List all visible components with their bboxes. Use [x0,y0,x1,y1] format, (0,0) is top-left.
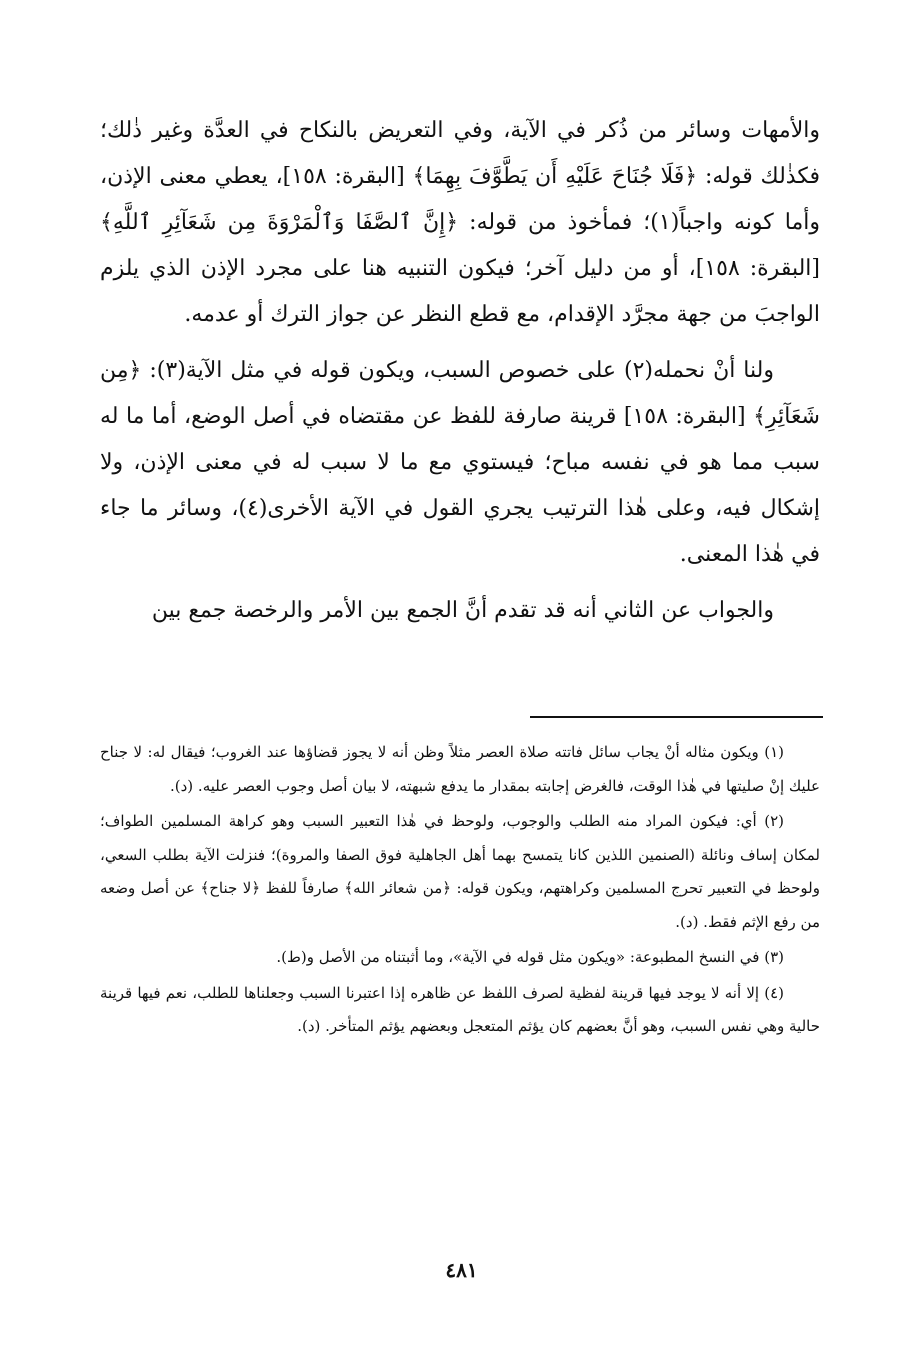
page-number: ٤٨١ [445,1258,478,1282]
paragraph-1: والأمهات وسائر من ذُكر في الآية، وفي التعريض بالنكاح في العدَّة وغير ذٰلك؛ فكذٰلك قوله: ﴿فَلَا جُنَاحَ عَلَيْهِ أَن يَطَّوَّفَ بِهِمَا﴾ [البقرة: ١٥٨]، يعطي معنى الإذن، وأما كونه واجباً(١)؛ فمأخوذ من قوله: ﴿إِنَّ ٱلصَّفَا وَٱلْمَرْوَةَ مِن شَعَآئِرِ ٱللَّهِ﴾ [البقرة: ١٥٨]، أو من دليل آخر؛ فيكون التنبيه هنا على مجرد الإذن الذي يلزم الواجبَ من جهة مجرَّد الإقدام، مع قطع النظر عن جواز الترك أو عدمه. [100,118,821,327]
main-text [100,108,820,634]
footnote-3: (٣) في النسخ المطبوعة: «ويكون مثل قوله في الآية»، وما أثبتناه من الأصل و(ط). [276,948,784,966]
paragraph-3: والجواب عن الثاني أنه قد تقدم أنَّ الجمع بين الأمر والرخصة جمع بين [151,598,774,623]
footnote-2: (٢) أي: فيكون المراد منه الطلب والوجوب، ولوحظ في هٰذا التعبير السبب وهو كراهة المسلمين الطواف؛ لمكان إساف ونائلة (الصنمين اللذين كانا يتمسح بهما أهل الجاهلية فوق الصفا والمروة)؛ فنزلت الآية بطلب السعي، ولوحظ في التعبير تحرج المسلمين وكراهتهم، ويكون قوله: ﴿من شعائر الله﴾ صارفاً للفظ ﴿لا جناح﴾ عن أصل وضعه من رفع الإثم فقط. (د). [100,812,820,931]
paragraph-2: ولنا أنْ نحمله(٢) على خصوص السبب، ويكون قوله في مثل الآية(٣): ﴿مِن شَعَآئِرِ﴾ [البقرة: ١٥٨] قرينة صارفة للفظ عن مقتضاه في أصل الوضع، أما ما له سبب مما هو في نفسه مباح؛ فيستوي مع ما لا سبب له في معنى الإذن، ولا إشكال فيه، وعلى هٰذا الترتيب يجري القول في الآية الأخرى(٤)، وسائر ما جاء في هٰذا المعنى. [100,358,820,567]
footnote-1: (١) ويكون مثاله أنْ يجاب سائل فاتته صلاة العصر مثلاً وظن أنه لا يجوز قضاؤها عند الغروب؛ فيقال له: لا جناح عليك إنْ صليتها في هٰذا الوقت، فالغرض إجابته بمقدار ما يدفع شبهته، لا بيان أصل وجوب العصر عليه. (د). [100,743,820,795]
footnote-4: (٤) إلا أنه لا يوجد فيها قرينة لفظية لصرف اللفظ عن ظاهره إذا اعتبرنا السبب وجعلناها للطلب، نعم فيها قرينة حالية وهي نفس السبب، وهو أنَّ بعضهم كان يؤثم المتعجل وبعضهم يؤثم المتأخر. (د). [100,983,820,1035]
footnotes [100,736,820,1046]
footnote-separator [530,716,823,718]
